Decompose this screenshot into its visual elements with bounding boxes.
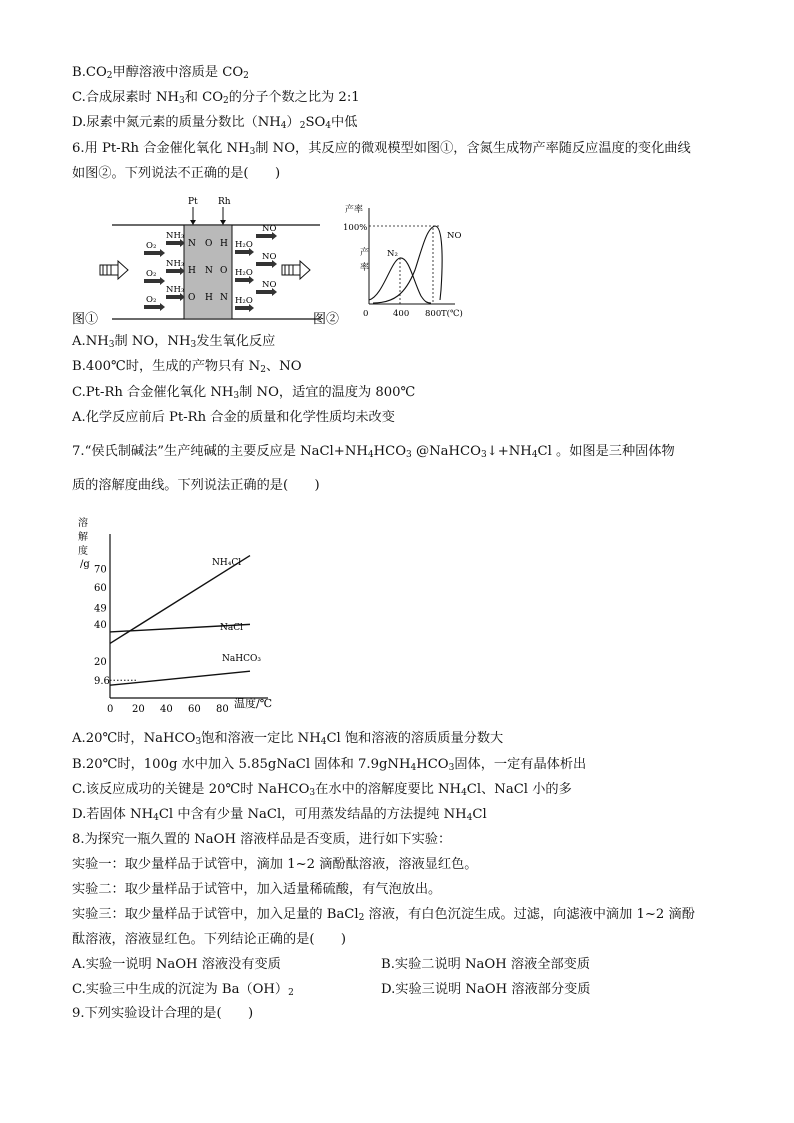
x-tick-800: 800 [425, 309, 442, 319]
product-no: NO [262, 224, 277, 234]
y-tick-label: 9.6 [94, 676, 110, 688]
reactant-nh3: NH₃ [166, 285, 185, 295]
question-8-exp-3: 实验三：取少量样品于试管中，加入足量的 BaCl$_2$ 溶液，有白色沉淀生成。过滤，向滤液中滴加 1~2 滴酚 [72, 907, 695, 923]
y-100-label: 100% [343, 223, 368, 233]
reactant-o2: O₂ [146, 295, 157, 305]
figure-1-reaction-model [72, 193, 342, 328]
question-7-option-b: B.20℃时，100g 水中加入 5.85gNaCl 固体和 $7.9gNH_4HCO_3$固体，一定有晶体析出 [72, 757, 587, 773]
question-7-stem: 7.“侯氏制碱法”生产纯碱的主要反应是 $NaCl+NH_4HCO_3$ $@NaHCO_3↓+NH_4Cl$ 。如图是三种固体物 [72, 444, 675, 460]
question-6-stem-2: 如图②。下列说法不正确的是( ) [72, 166, 281, 181]
no-label: NO [447, 231, 462, 241]
rh-label: Rh [218, 197, 231, 207]
series-label: NH₄Cl [212, 558, 242, 568]
series-label: NaCl [220, 623, 244, 633]
reactant-o2: O₂ [146, 269, 157, 279]
question-6-option-c: C.Pt-Rh 合金催化氧化 $NH_3$制 NO，适宜的温度为 800℃ [72, 385, 416, 401]
product-no: NO [262, 252, 277, 262]
option-line-c: C.合成尿素时 $NH_3$和 $CO_2$的分子个数之比为 2:1 [72, 90, 360, 106]
series-label: NaHCO₃ [222, 654, 261, 664]
product-h2o: H₂O [235, 296, 253, 306]
x-tick-label: 40 [160, 704, 173, 715]
reactant-nh3: NH₃ [166, 231, 185, 241]
option-line-b: $B.CO_2$甲醇溶液中溶质是 $CO_2$ [72, 65, 249, 81]
x-tick-label: 80 [216, 704, 229, 715]
question-7-option-a: A.20℃时，NaHCO$_3$饱和溶液一定比 $NH_4Cl$ 饱和溶液的溶质质量分数大 [72, 731, 504, 747]
question-7-option-d: D.若固体 $NH_4Cl$ 中含有少量 NaCl，可用蒸发结晶的方法提纯 $NH_4Cl$ [72, 807, 487, 823]
reactant-o2: O₂ [146, 241, 157, 251]
question-6-option-a: $A.NH_3$制 NO，$NH_3$发生氧化反应 [72, 334, 276, 350]
question-8-option-a: A.实验一说明 NaOH 溶液没有变质 [72, 957, 281, 972]
atom-h: H [220, 239, 228, 249]
atom-h: H [205, 293, 213, 303]
figure-2-caption: 图② [313, 312, 340, 327]
atom-o: O [205, 239, 213, 249]
y-axis-label-1: 溶 [78, 518, 88, 529]
y-side-label-2: 率 [360, 263, 370, 273]
question-8-exp-2: 实验二：取少量样品于试管中，加入适量稀硫酸，有气泡放出。 [72, 882, 442, 897]
figure-2-yield-curve [343, 200, 483, 320]
question-8-option-b: B.实验二说明 NaOH 溶液全部变质 [381, 957, 591, 972]
y-tick-label: 40 [94, 620, 107, 631]
product-h2o: H₂O [235, 240, 253, 250]
atom-n: N [205, 266, 213, 276]
atom-o: O [188, 293, 196, 303]
option-line-d: D.尿素中氮元素的质量分数比$(NH_4)_2SO_4$中低 [72, 115, 358, 131]
outlet-arrow-icon [282, 261, 310, 279]
solubility-chart [72, 510, 282, 722]
question-7-option-c: C.该反应成功的关键是 20℃时 NaHCO$_3$在水中的溶解度要比 $NH_4Cl$、NaCl 小的多 [72, 782, 572, 798]
product-h2o: H₂O [235, 268, 253, 278]
y-tick-label: 20 [94, 657, 107, 668]
question-8-option-c: C.实验三中生成的沉淀为 $Ba(OH)_2$ [72, 982, 294, 998]
question-7-stem-2: 质的溶解度曲线。下列说法正确的是( ) [72, 478, 320, 493]
atom-h: H [188, 266, 196, 276]
y-side-label-1: 产 [360, 248, 370, 258]
figure-1-caption: 图① [72, 312, 99, 327]
inlet-arrow-icon [100, 261, 128, 279]
x-axis-label: 温度/℃ [234, 697, 273, 710]
question-8-option-d: D.实验三说明 NaOH 溶液部分变质 [381, 982, 591, 997]
question-9-stem: 9.下列实验设计合理的是( ) [72, 1006, 254, 1021]
x-tick-label: 60 [188, 704, 201, 715]
atom-n: N [220, 293, 228, 303]
question-8-stem: 8.为探究一瓶久置的 NaOH 溶液样品是否变质，进行如下实验： [72, 832, 452, 847]
n2-label: N₂ [387, 249, 398, 259]
atom-n: N [188, 239, 196, 249]
x-tick-400: 400 [393, 309, 410, 319]
x-axis-unit: T(℃) [441, 309, 463, 319]
x-tick-label: 20 [132, 704, 145, 715]
reactant-nh3: NH₃ [166, 259, 185, 269]
y-tick-label: 60 [94, 583, 107, 594]
question-8-exp-3b: 酞溶液，溶液显红色。下列结论正确的是( ) [72, 932, 347, 947]
series-line [110, 671, 250, 685]
question-6-option-d: A.化学反应前后 Pt-Rh 合金的质量和化学性质均未改变 [72, 410, 395, 425]
y-axis-label-4: /g [80, 559, 90, 570]
question-6-stem: 6.用 Pt-Rh 合金催化氧化 $NH_3$制 NO，其反应的微观模型如图①，含氮生成物产率随反应温度的变化曲线 [72, 141, 691, 157]
product-no: NO [262, 280, 277, 290]
pt-label: Pt [188, 197, 198, 207]
x-tick-label: 0 [107, 704, 114, 715]
y-axis-label-3: 度 [78, 546, 88, 557]
y-tick-label: 49 [94, 603, 107, 615]
y-tick-label: 70 [94, 564, 107, 576]
y-axis-label-2: 解 [78, 532, 88, 543]
y-axis-title: 产率 [345, 205, 364, 215]
n2-curve [369, 258, 431, 303]
question-6-option-b: B.400℃时，生成的产物只有 $N_2$、NO [72, 359, 302, 375]
question-8-exp-1: 实验一：取少量样品于试管中，滴加 1~2 滴酚酞溶液，溶液显红色。 [72, 857, 478, 872]
atom-o: O [220, 266, 228, 276]
x-tick-0: 0 [363, 309, 369, 319]
